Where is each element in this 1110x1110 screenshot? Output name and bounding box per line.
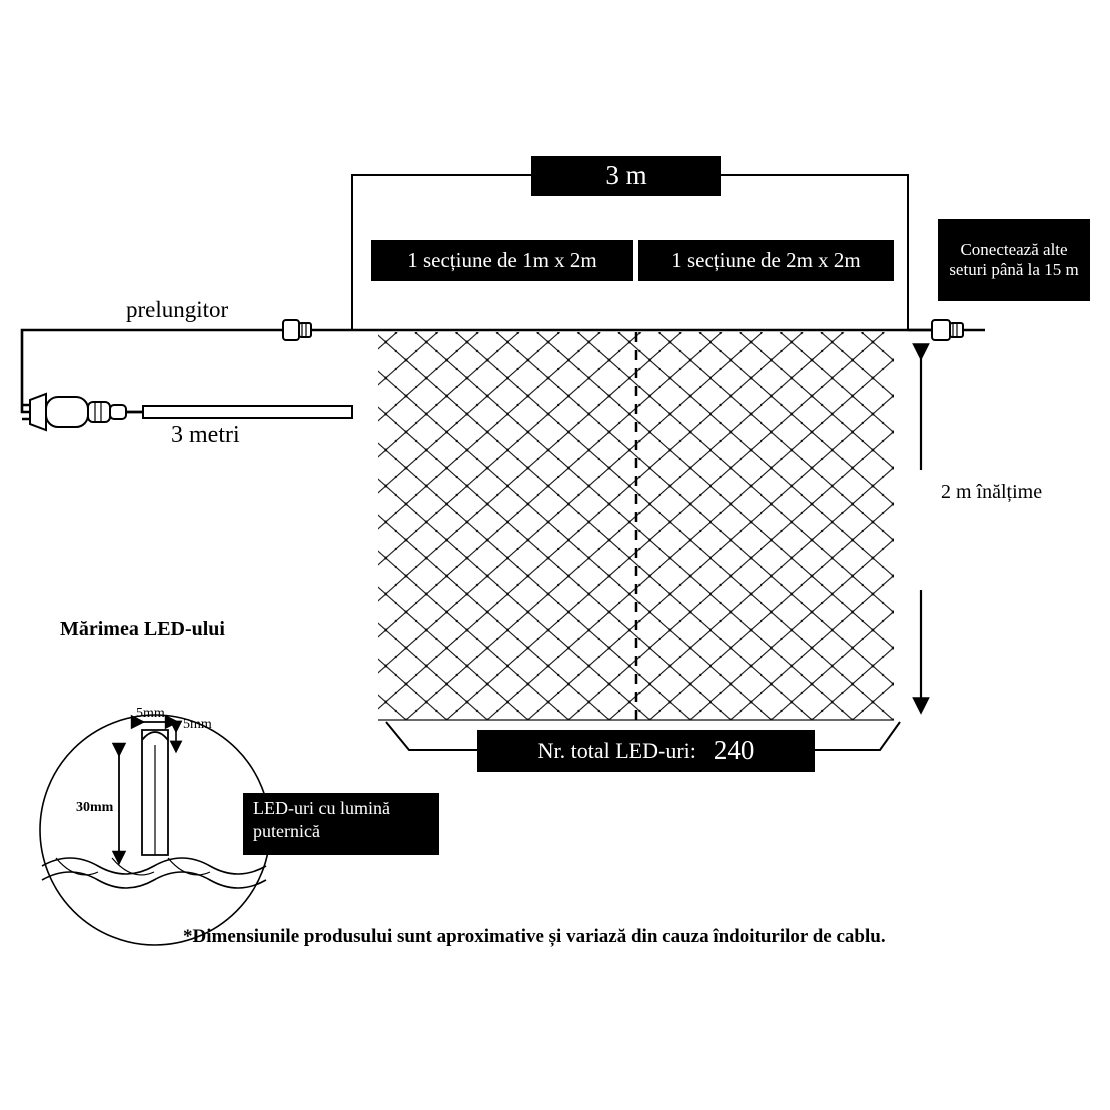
label-total-leds-caption: Nr. total LED-uri:	[537, 738, 696, 764]
label-connect-more-sets-text: Conectează alte seturi până la 15 m	[949, 239, 1079, 279]
label-lead-length: 3 metri	[171, 422, 240, 448]
label-net-height: 2 m înălțime	[941, 481, 1043, 503]
label-extension-cord: prelungitor	[126, 297, 229, 322]
label-section-2-text: 1 secțiune de 2m x 2m	[671, 248, 861, 273]
label-bright-leds	[243, 793, 439, 855]
label-section-1-text: 1 secțiune de 1m x 2m	[407, 248, 597, 273]
label-led-head-height: 5mm	[183, 717, 212, 732]
label-total-leds-value: 240	[713, 735, 755, 766]
label-section-2	[638, 240, 894, 281]
cord-connector-left	[283, 320, 311, 340]
label-section-1	[371, 240, 633, 281]
label-total-leds	[477, 730, 815, 772]
led-size-illustration	[40, 715, 270, 945]
label-bright-leds-text: LED-uri cu lumină puternică	[253, 798, 390, 841]
label-footnote: *Dimensiunile produsului sunt aproximative și variază din cauza îndoiturilor de cablu.	[183, 926, 886, 947]
label-connect-more-sets	[938, 219, 1090, 301]
label-led-width: 5mm	[136, 706, 165, 721]
label-net-width	[531, 156, 721, 196]
label-led-size-title: Mărimea LED-ului	[60, 618, 225, 640]
label-led-total-height: 30mm	[76, 800, 114, 815]
label-net-width-text: 3 m	[605, 160, 647, 191]
cord-connector-right	[908, 320, 985, 340]
